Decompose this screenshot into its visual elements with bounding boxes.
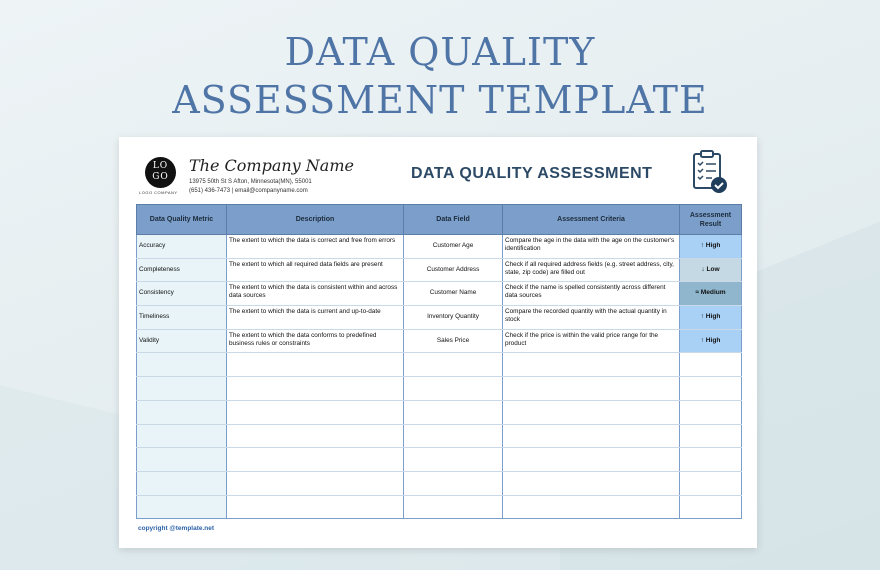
metric-cell[interactable]: Timeliness [137,306,227,330]
empty-cell[interactable] [137,353,227,377]
empty-row [137,448,742,472]
criteria-cell[interactable]: Check if all required address fields (e.g. street address, city, state, zip code) are filled out [503,258,680,282]
empty-cell[interactable] [227,353,404,377]
empty-cell[interactable] [404,377,503,401]
data-field-cell[interactable]: Customer Address [404,258,503,282]
empty-cell[interactable] [227,424,404,448]
logo-text-line2: GO [152,172,169,182]
empty-cell[interactable] [404,448,503,472]
description-cell[interactable]: The extent to which the data is consistent within and across data sources [227,282,404,306]
empty-cell[interactable] [227,495,404,519]
empty-cell[interactable] [503,353,680,377]
data-field-cell[interactable]: Sales Price [404,329,503,353]
table-row [137,306,742,330]
company-logo [145,157,176,188]
result-cell[interactable]: ↑ High [680,329,742,353]
data-field-cell[interactable]: Inventory Quantity [404,306,503,330]
empty-cell[interactable] [503,471,680,495]
header-result: Assessment Result [680,205,742,235]
empty-cell[interactable] [404,495,503,519]
empty-cell[interactable] [137,471,227,495]
hero-title-line2: ASSESSMENT TEMPLATE [172,78,708,122]
empty-row [137,495,742,519]
metric-cell[interactable]: Accuracy [137,235,227,259]
empty-cell[interactable] [137,448,227,472]
clipboard-checklist-icon [691,149,729,195]
empty-row [137,353,742,377]
criteria-cell[interactable]: Compare the recorded quantity with the actual quantity in stock [503,306,680,330]
empty-cell[interactable] [227,471,404,495]
hero-title [0,28,880,124]
logo-text [145,161,176,183]
empty-cell[interactable] [227,448,404,472]
description-cell[interactable]: The extent to which all required data fields are present [227,258,404,282]
description-cell[interactable]: The extent to which the data conforms to predefined business rules or constraints [227,329,404,353]
criteria-cell[interactable]: Check if the name is spelled consistently across different data sources [503,282,680,306]
metric-cell[interactable]: Validity [137,329,227,353]
metric-cell[interactable]: Completeness [137,258,227,282]
logo-text-line1: LO [152,161,169,171]
header-data-field: Data Field [404,205,503,235]
document-title: DATA QUALITY ASSESSMENT [411,165,653,182]
empty-cell[interactable] [503,448,680,472]
empty-row [137,471,742,495]
table-row [137,282,742,306]
result-cell[interactable]: ↓ Low [680,258,742,282]
table-row [137,235,742,259]
empty-cell[interactable] [680,400,742,424]
empty-cell[interactable] [680,495,742,519]
empty-cell[interactable] [680,377,742,401]
empty-cell[interactable] [404,471,503,495]
criteria-cell[interactable]: Compare the age in the data with the age on the customer's identification [503,235,680,259]
description-cell[interactable]: The extent to which the data is correct and free from errors [227,235,404,259]
data-field-cell[interactable]: Customer Name [404,282,503,306]
empty-row [137,377,742,401]
empty-row [137,400,742,424]
empty-row [137,424,742,448]
empty-cell[interactable] [680,353,742,377]
header-metric: Data Quality Metric [137,205,227,235]
assessment-table [136,204,742,519]
header-description: Description [227,205,404,235]
empty-cell[interactable] [503,495,680,519]
empty-cell[interactable] [137,400,227,424]
empty-cell[interactable] [680,471,742,495]
metric-cell[interactable]: Consistency [137,282,227,306]
result-cell[interactable]: ↑ High [680,306,742,330]
table-header-row [137,205,742,235]
empty-cell[interactable] [227,377,404,401]
empty-cell[interactable] [227,400,404,424]
criteria-cell[interactable]: Check if the price is within the valid price range for the product [503,329,680,353]
empty-cell[interactable] [137,495,227,519]
document-sheet [119,137,757,548]
empty-cell[interactable] [137,377,227,401]
empty-cell[interactable] [137,424,227,448]
company-address: 13975 50th St S Afton, Minnesota(MN), 55001 [189,179,312,185]
empty-cell[interactable] [404,400,503,424]
table-row [137,258,742,282]
header-criteria: Assessment Criteria [503,205,680,235]
empty-cell[interactable] [503,424,680,448]
empty-cell[interactable] [503,377,680,401]
result-cell[interactable]: ↑ High [680,235,742,259]
logo-subtext: LOGO COMPANY [139,190,178,195]
empty-cell[interactable] [503,400,680,424]
empty-cell[interactable] [680,448,742,472]
table-row [137,329,742,353]
result-cell[interactable]: ≈ Medium [680,282,742,306]
data-field-cell[interactable]: Customer Age [404,235,503,259]
company-contact: (651) 436-7473 | email@companyname.com [189,188,308,194]
company-name: The Company Name [189,156,354,175]
description-cell[interactable]: The extent to which the data is current and up-to-date [227,306,404,330]
empty-cell[interactable] [404,424,503,448]
hero-title-line1: DATA QUALITY [284,30,596,74]
copyright-footer[interactable]: copyright @template.net [138,525,215,532]
empty-cell[interactable] [404,353,503,377]
empty-cell[interactable] [680,424,742,448]
